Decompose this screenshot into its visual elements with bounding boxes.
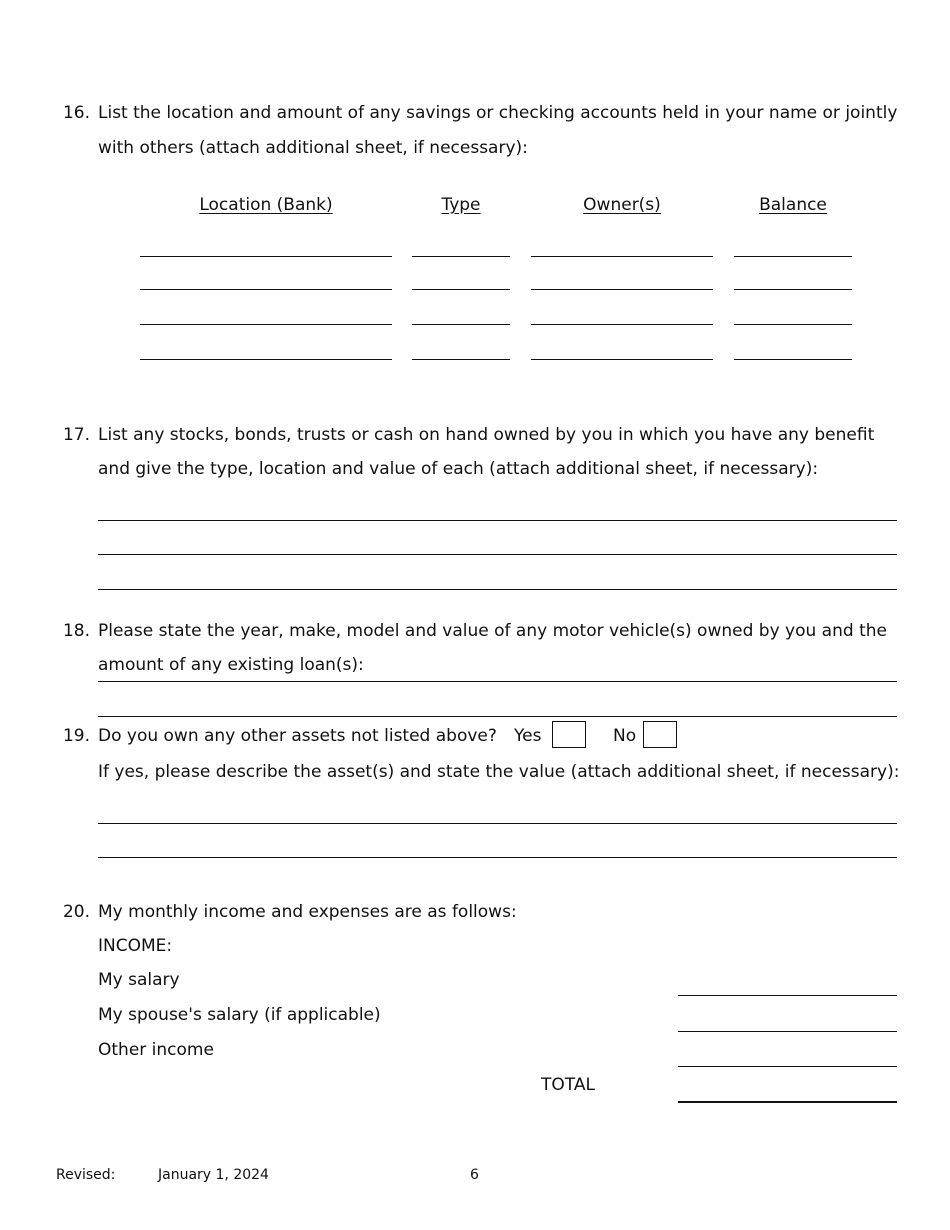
total-label: TOTAL — [541, 1075, 595, 1095]
q16-text-line2: with others (attach additional sheet, if necessary): — [98, 138, 528, 158]
q16-number: 16. — [62, 103, 90, 123]
q20-number: 20. — [62, 902, 90, 922]
spouse-salary-field[interactable] — [678, 1031, 897, 1032]
q19-question: Do you own any other assets not listed above? — [98, 726, 497, 746]
location-field-1[interactable] — [140, 256, 392, 257]
balance-field-2[interactable] — [734, 289, 852, 290]
q19-text-line2: If yes, please describe the asset(s) and state the value (attach additional sheet, if necessary): — [98, 762, 900, 782]
owners-field-1[interactable] — [531, 256, 713, 257]
column-header-owners: Owner(s) — [583, 195, 661, 215]
other-income-field[interactable] — [678, 1066, 897, 1067]
yes-label: Yes — [514, 726, 542, 746]
type-field-2[interactable] — [412, 289, 510, 290]
revised-date: January 1, 2024 — [158, 1167, 269, 1183]
type-field-3[interactable] — [412, 324, 510, 325]
yes-checkbox[interactable] — [552, 721, 586, 748]
q17-text-line1: List any stocks, bonds, trusts or cash on hand owned by you in which you have any benefit — [98, 425, 875, 445]
q16-text-line1: List the location and amount of any savings or checking accounts held in your name or jointly — [98, 103, 898, 123]
q18-answer-line-2[interactable] — [98, 716, 897, 717]
q18-text-line1: Please state the year, make, model and value of any motor vehicle(s) owned by you and the — [98, 621, 887, 641]
column-header-type: Type — [441, 195, 481, 215]
q19-answer-line-2[interactable] — [98, 857, 897, 858]
income-item-other-income: Other income — [98, 1040, 214, 1060]
income-item-my-salary: My salary — [98, 970, 180, 990]
owners-field-2[interactable] — [531, 289, 713, 290]
my-salary-field[interactable] — [678, 995, 897, 996]
balance-field-3[interactable] — [734, 324, 852, 325]
q18-text-line2: amount of any existing loan(s): — [98, 655, 364, 675]
balance-field-4[interactable] — [734, 359, 852, 360]
type-field-4[interactable] — [412, 359, 510, 360]
revised-label: Revised: — [56, 1167, 116, 1183]
location-field-2[interactable] — [140, 289, 392, 290]
no-label: No — [613, 726, 637, 746]
q17-answer-line-3[interactable] — [98, 589, 897, 590]
q18-number: 18. — [62, 621, 90, 641]
location-field-4[interactable] — [140, 359, 392, 360]
q18-answer-line-1[interactable] — [98, 681, 897, 682]
balance-field-1[interactable] — [734, 256, 852, 257]
total-field[interactable] — [678, 1101, 897, 1103]
no-checkbox[interactable] — [643, 721, 677, 748]
q19-number: 19. — [62, 726, 90, 746]
q19-answer-line-1[interactable] — [98, 823, 897, 824]
page-number: 6 — [470, 1167, 479, 1183]
owners-field-3[interactable] — [531, 324, 713, 325]
q20-intro: My monthly income and expenses are as follows: — [98, 902, 517, 922]
q17-answer-line-1[interactable] — [98, 520, 897, 521]
type-field-1[interactable] — [412, 256, 510, 257]
column-header-location: Location (Bank) — [199, 195, 333, 215]
income-heading: INCOME: — [98, 936, 173, 956]
q17-number: 17. — [62, 425, 90, 445]
column-header-balance: Balance — [759, 195, 827, 215]
location-field-3[interactable] — [140, 324, 392, 325]
q17-text-line2: and give the type, location and value of each (attach additional sheet, if necessary): — [98, 459, 819, 479]
q17-answer-line-2[interactable] — [98, 554, 897, 555]
owners-field-4[interactable] — [531, 359, 713, 360]
income-item-spouse-salary: My spouse's salary (if applicable) — [98, 1005, 381, 1025]
